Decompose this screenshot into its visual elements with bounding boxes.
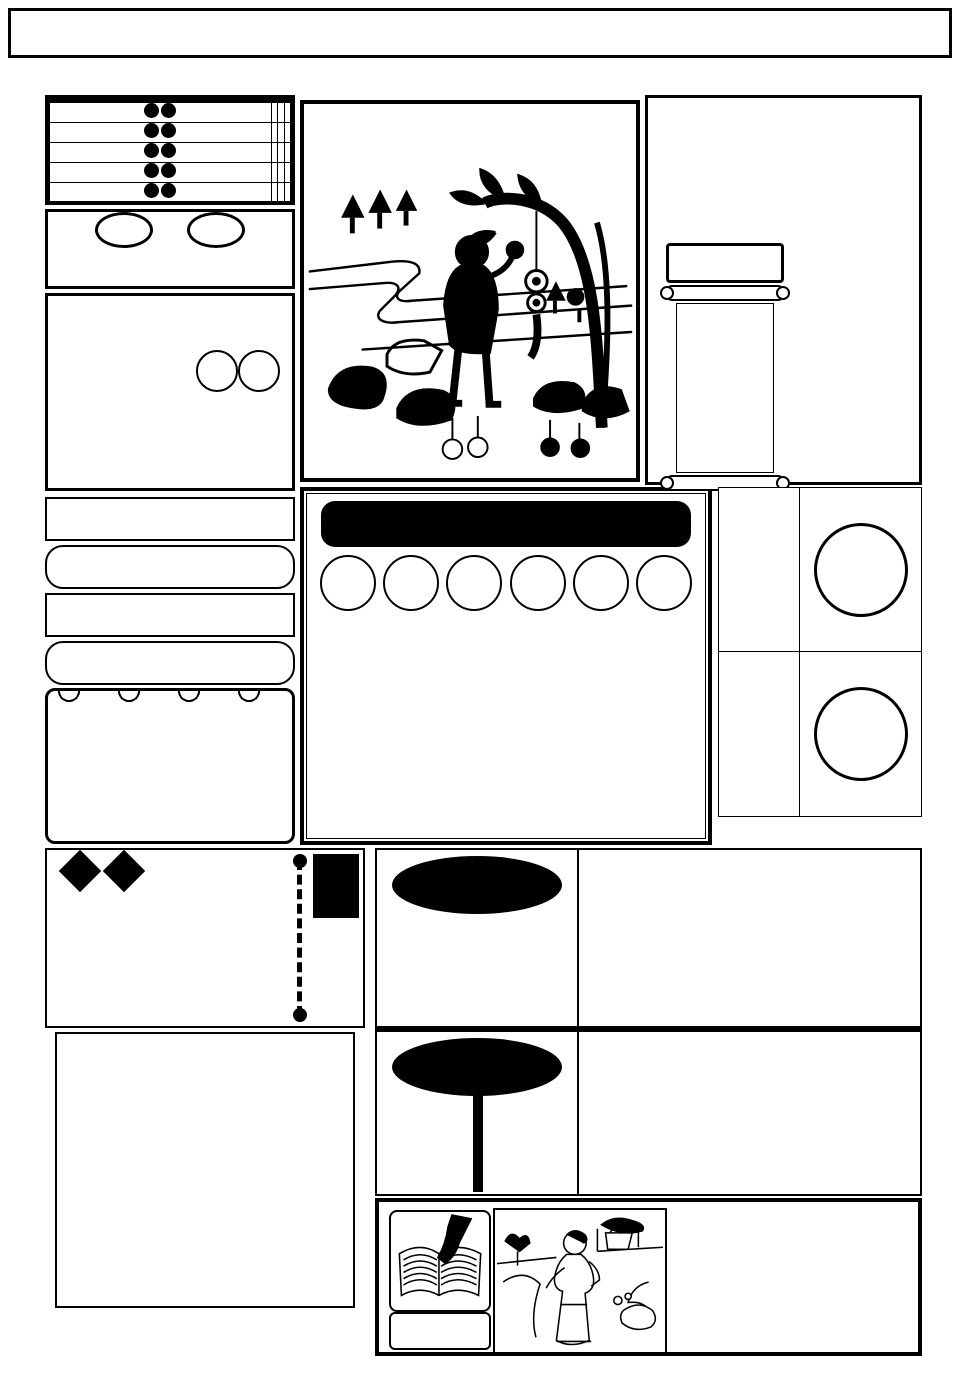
appearance-count-panel — [718, 487, 922, 817]
total-open-badge — [392, 856, 562, 914]
comic-caption — [671, 1210, 917, 1237]
comic-author-label — [389, 1312, 491, 1350]
mystery-poem-panel — [45, 848, 365, 1028]
computer-analysis-panel — [300, 487, 712, 845]
scroll-title — [666, 243, 784, 283]
diamond-char — [59, 850, 101, 892]
hot-number — [383, 555, 439, 611]
trend-analysis-panel — [375, 848, 922, 1196]
lucky-band-row — [45, 641, 295, 685]
hot-number — [446, 555, 502, 611]
masthead — [8, 8, 952, 58]
analysis-banner — [321, 501, 691, 547]
provide-number — [196, 350, 238, 392]
wave-divider — [54, 691, 286, 705]
cold-hot-number — [187, 212, 245, 248]
book-hand-illustration — [389, 1210, 491, 1312]
dashed-divider — [297, 860, 302, 1016]
lucky-zodiac-row — [45, 545, 295, 589]
coin-tree-drawing — [304, 104, 636, 478]
puzzle-grid — [55, 1032, 355, 1308]
left-marksix-border — [0, 88, 40, 1388]
comic-panel — [375, 1198, 922, 1356]
appearance-cell — [719, 488, 921, 652]
latest-contribution-panel — [45, 688, 295, 844]
code-scroll — [666, 243, 784, 475]
table-row — [50, 163, 291, 183]
lucky-special-row — [45, 497, 295, 541]
hot-number — [320, 555, 376, 611]
table-row — [50, 123, 291, 143]
right-marksix-border — [922, 88, 962, 1388]
diamond-char — [103, 850, 145, 892]
scroll-roller — [666, 285, 784, 301]
zodiac-puzzle-panel — [45, 1032, 365, 1360]
cold-hot-number — [95, 212, 153, 248]
hot-number — [573, 555, 629, 611]
scroll-sheet — [676, 303, 774, 473]
appearance-number — [814, 523, 908, 617]
top-marksix-border — [6, 60, 956, 90]
hex-mystery-panel — [645, 95, 922, 485]
table-row — [50, 143, 291, 163]
table-row — [50, 103, 291, 123]
cold-hot-panel — [45, 209, 295, 289]
scene-illustration — [300, 100, 640, 482]
provide-number — [238, 350, 280, 392]
hot-number — [636, 555, 692, 611]
appearance-cell — [719, 652, 921, 816]
hot-weak-table — [45, 95, 295, 205]
hot-number — [510, 555, 566, 611]
lucky-color-row — [45, 593, 295, 637]
special-code-panel — [45, 293, 295, 491]
provide-column — [196, 300, 280, 438]
tips-label — [313, 854, 359, 918]
hot-number-row — [314, 553, 698, 613]
table-row — [50, 183, 291, 203]
lady-illustration — [493, 1208, 667, 1354]
split-bar — [473, 1086, 483, 1192]
appearance-number — [814, 687, 908, 781]
